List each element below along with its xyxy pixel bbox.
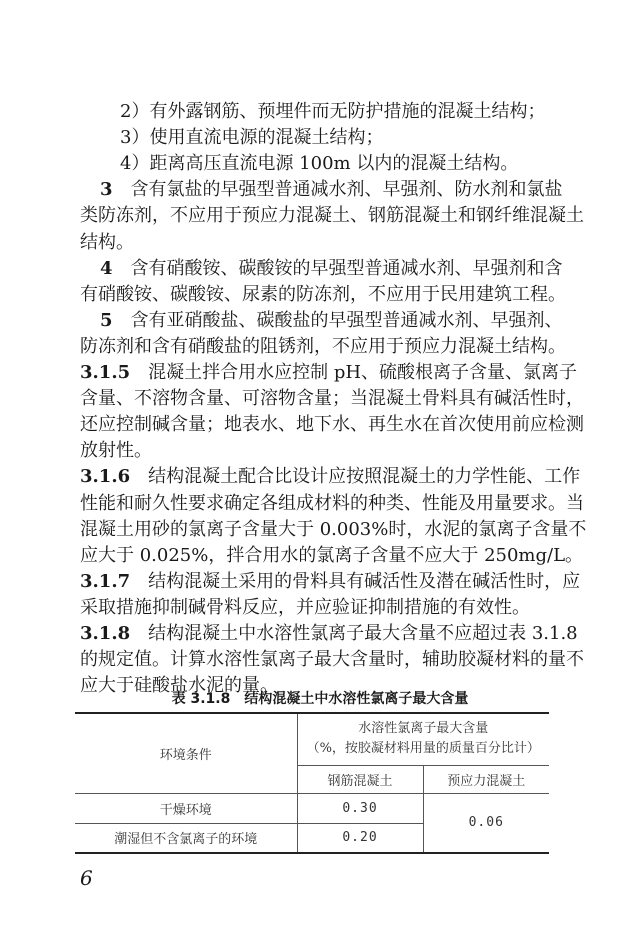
section-3-1-5-line-3: 还应控制碱含量；地表水、地下水、再生水在首次使用前应检测 bbox=[80, 414, 584, 435]
clause-3-line-1: 3 含有氯盐的早强型普通减水剂、早强剂、防水剂和氯盐 bbox=[100, 179, 563, 200]
section-3-1-5-line-1: 3.1.5 混凝土拌合用水应控制 pH、硫酸根离子含量、氯离子 bbox=[80, 362, 578, 383]
list-item-4: 4）距离高压直流电源 100m 以内的混凝土结构。 bbox=[120, 153, 519, 174]
section-3-1-8-line-1: 3.1.8 结构混凝土中水溶性氯离子最大含量不应超过表 3.1.8 bbox=[80, 623, 578, 644]
header-reinforced-concrete: 钢筋混凝土 bbox=[297, 765, 423, 793]
list-item-3: 3）使用直流电源的混凝土结构； bbox=[120, 127, 384, 148]
header-environment: 环境条件 bbox=[75, 713, 297, 793]
env-dry: 干燥环境 bbox=[75, 793, 297, 823]
section-3-1-6-line-1: 3.1.6 结构混凝土配合比设计应按照混凝土的力学性能、工作 bbox=[80, 466, 581, 487]
table-row bbox=[75, 793, 549, 823]
clause-5-line-1: 5 含有亚硝酸盐、碳酸盐的早强型普通减水剂、早强剂、 bbox=[100, 310, 563, 331]
env-humid: 潮湿但不含氯离子的环境 bbox=[75, 823, 297, 853]
clause-number: 3.1.5 bbox=[80, 362, 131, 383]
clause-4-line-1: 4 含有硝酸铵、碳酸铵的早强型普通减水剂、早强剂和含 bbox=[100, 258, 563, 279]
clause-4-line-2: 有硝酸铵、碳酸铵、尿素的防冻剂，不应用于民用建筑工程。 bbox=[80, 284, 566, 305]
header-prestressed-concrete: 预应力混凝土 bbox=[423, 765, 549, 793]
value-rc-dry: 0.30 bbox=[297, 793, 423, 823]
header-chloride-content bbox=[297, 713, 549, 765]
clause-number: 5 bbox=[100, 310, 113, 331]
header-chloride-title: 水溶性氯离子最大含量 bbox=[358, 721, 489, 737]
list-item-2: 2）有外露钢筋、预埋件而无防护措施的混凝土结构； bbox=[120, 101, 546, 122]
section-3-1-5-line-2: 含量、不溶物含量、可溶物含量；当混凝土骨料具有碱活性时， bbox=[80, 388, 584, 409]
clause-number: 3.1.8 bbox=[80, 623, 131, 644]
clause-number: 3.1.6 bbox=[80, 466, 131, 487]
page-number: 6 bbox=[80, 866, 93, 890]
clause-number: 3 bbox=[100, 179, 113, 200]
section-3-1-8-line-2: 的规定值。计算水溶性氯离子最大含量时，辅助胶凝材料的量不 bbox=[80, 649, 584, 670]
chloride-limit-table bbox=[75, 712, 549, 854]
section-3-1-8-line-3: 应大于硅酸盐水泥的量。 bbox=[80, 675, 278, 696]
clause-number: 3.1.7 bbox=[80, 571, 131, 592]
value-rc-humid: 0.20 bbox=[297, 823, 423, 853]
section-3-1-7-line-2: 采取措施抑制碱骨料反应，并应验证抑制措施的有效性。 bbox=[80, 597, 530, 618]
header-chloride-unit: （%，按胶凝材料用量的质量百分比计） bbox=[306, 741, 540, 757]
table-caption: 表 3.1.8 结构混凝土中水溶性氯离子最大含量 bbox=[171, 691, 469, 707]
section-3-1-7-line-1: 3.1.7 结构混凝土采用的骨料具有碱活性及潜在碱活性时，应 bbox=[80, 571, 581, 592]
clause-5-line-2: 防冻剂和含有硝酸盐的阻锈剂，不应用于预应力混凝土结构。 bbox=[80, 336, 566, 357]
clause-number: 4 bbox=[100, 258, 113, 279]
clause-3-line-2: 类防冻剂，不应用于预应力混凝土、钢筋混凝土和钢纤维混凝土 bbox=[80, 205, 584, 226]
section-3-1-6-line-4: 应大于 0.025%，拌合用水的氯离子含量不应大于 250mg/L。 bbox=[80, 545, 584, 566]
section-3-1-6-line-3: 混凝土用砂的氯离子含量大于 0.003%时，水泥的氯离子含量不 bbox=[80, 519, 587, 540]
section-3-1-5-line-4: 放射性。 bbox=[80, 440, 152, 461]
value-pc-shared: 0.06 bbox=[423, 793, 549, 853]
section-3-1-6-line-2: 性能和耐久性要求确定各组成材料的种类、性能及用量要求。当 bbox=[80, 493, 584, 514]
clause-3-line-3: 结构。 bbox=[80, 232, 134, 253]
